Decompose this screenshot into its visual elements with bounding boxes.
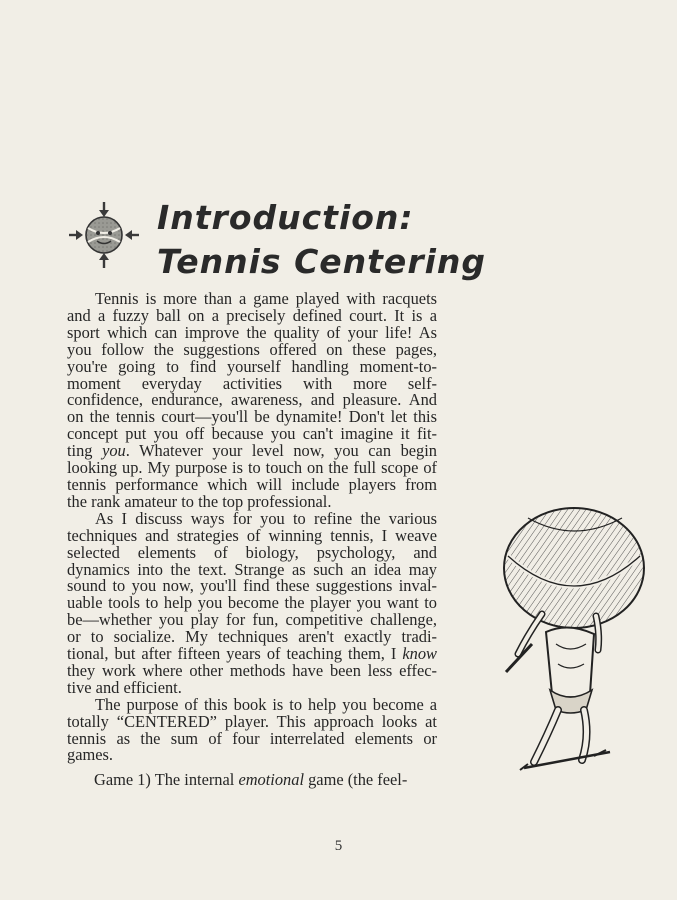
text-line: games. [67, 745, 113, 765]
text-line: totally “CENTERED” player. This approach looks at [67, 711, 437, 731]
chapter-title-line-2: Tennis Centering [157, 242, 487, 281]
text-line: Tennis is more than a game played with racquets [95, 289, 437, 308]
text-line: or to socialize. My techniques aren't exactly tradi- [67, 627, 437, 647]
paragraph-3 [67, 694, 437, 765]
game-1-line [94, 770, 436, 790]
text-line: on the tennis court—you'll be dynamite! Don't let this [67, 407, 437, 427]
text-line: looking up. My purpose is to touch on the full scope of [67, 458, 437, 478]
text-line: techniques and strategies of winning tennis, I weave [67, 525, 437, 545]
game-line-emphasis: emotional [238, 770, 304, 789]
chapter-title [157, 196, 487, 284]
paragraph-1 [67, 291, 437, 511]
text-line: sport which can improve the quality of your life! As [67, 322, 437, 342]
text-line: they work where other methods have been less effec- [67, 660, 437, 680]
text-line: and a fuzzy ball on a precisely defined court. It is a [67, 305, 437, 325]
text-line: uable tools to help you become the player you want to [67, 593, 437, 613]
emphasis-word: know [402, 644, 437, 664]
text-line: tional, but after fifteen years of teaching them, I know [67, 644, 437, 664]
text-line: moment everyday activities with more self- [67, 373, 437, 393]
chapter-title-line-1: Introduction: [157, 198, 414, 237]
page-number: 5 [334, 838, 343, 854]
text-line: selected elements of biology, psychology, and [67, 542, 437, 562]
text-line: you're going to find yourself handling moment-to- [67, 356, 437, 376]
text-line: As I discuss ways for you to refine the various [95, 508, 437, 528]
emphasis-word: you [102, 441, 126, 461]
text-line: tennis as the sum of four interrelated elements or [67, 728, 437, 748]
game-line-suffix: game (the feel- [304, 770, 408, 789]
text-line: The purpose of this book is to help you become a [95, 694, 437, 714]
atlas-tennis-ball-illustration [498, 504, 650, 776]
text-line: dynamics into the text. Strange as such an idea may [67, 559, 437, 579]
text-line: tive and efficient. [67, 677, 182, 697]
text-line: the rank amateur to the top professional. [67, 491, 332, 511]
text-line: be—whether you play for fun, competitive challenge, [67, 610, 437, 630]
body-text [67, 291, 437, 764]
paragraph-2 [67, 508, 437, 697]
text-line: tennis performance which will include players from [67, 474, 437, 494]
text-line: concept put you off because you can't imagine it fit- [67, 424, 437, 444]
text-line: confidence, endurance, awareness, and pleasure. And [67, 390, 437, 410]
centered-ball-logo-icon [66, 198, 144, 272]
game-line-prefix: Game 1) The internal [94, 770, 239, 789]
text-line: sound to you now, you'll find these suggestions inval- [67, 576, 437, 596]
text-line: ting you. Whatever your level now, you can begin [67, 441, 437, 461]
text-line: you follow the suggestions offered on these pages, [67, 339, 437, 359]
